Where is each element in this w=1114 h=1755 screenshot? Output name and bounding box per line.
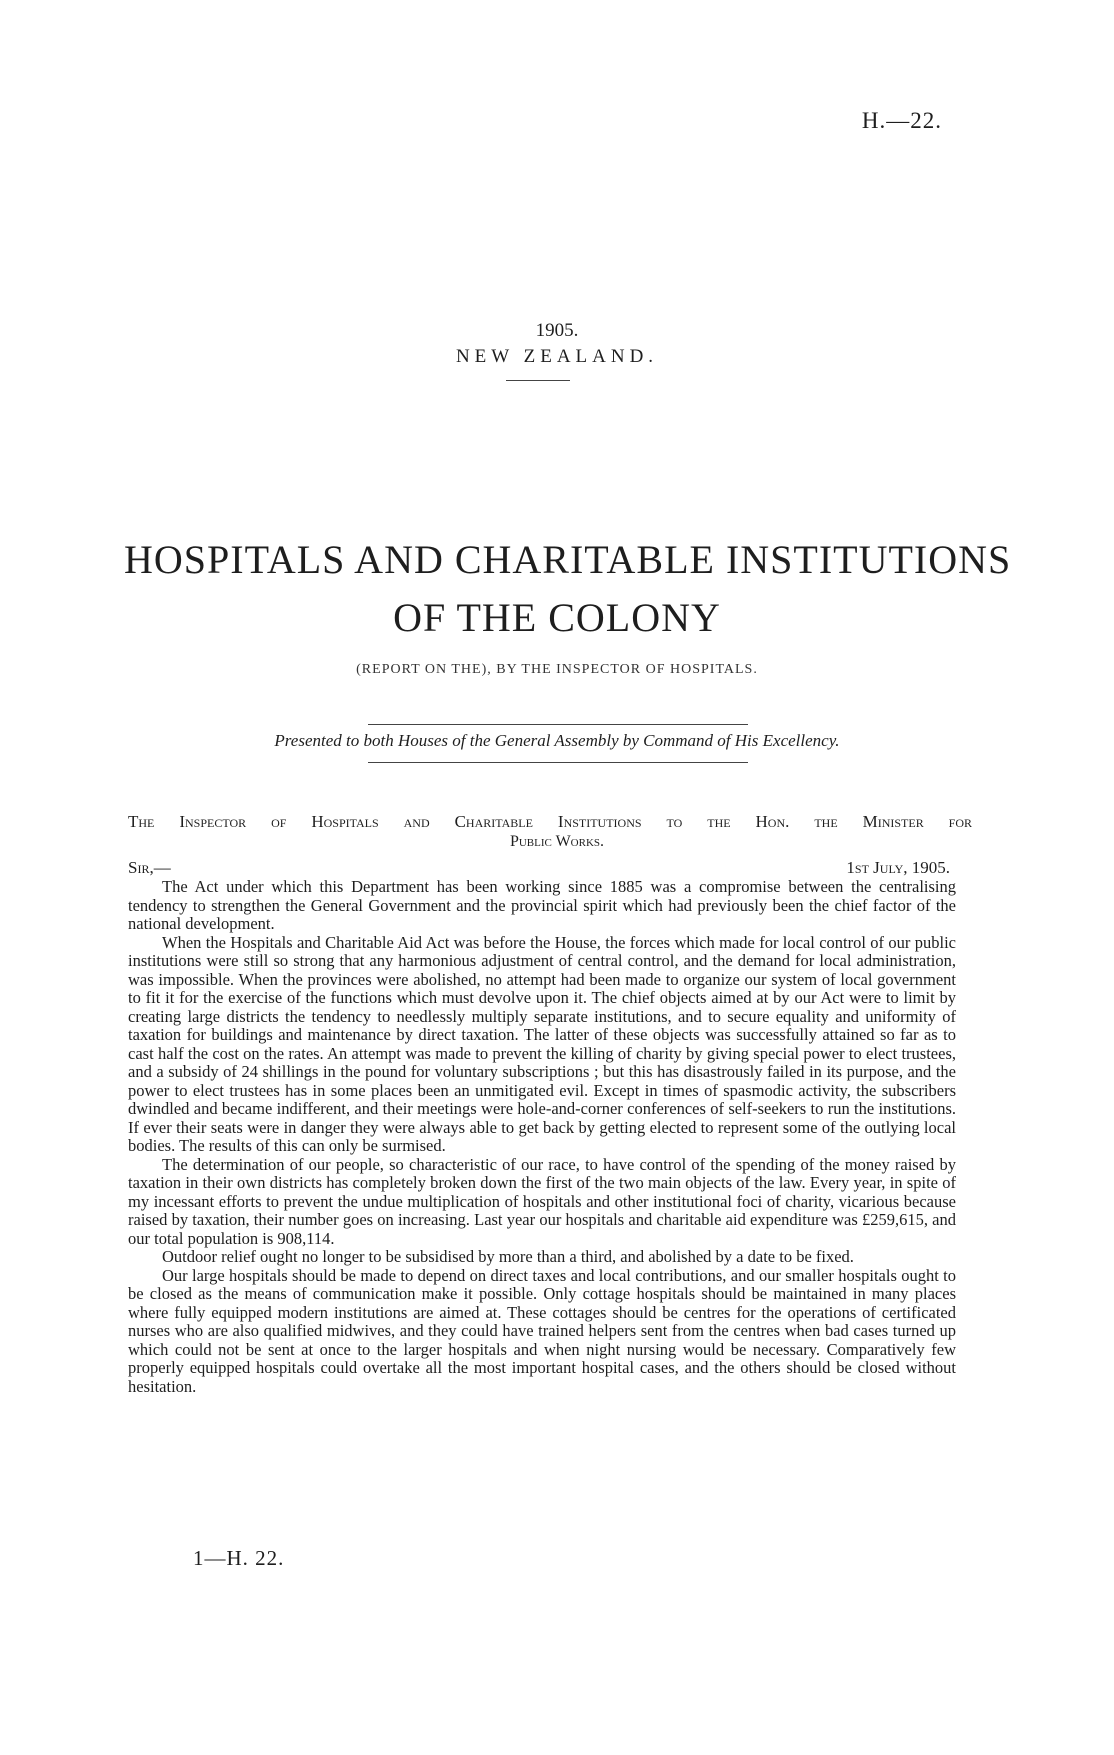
- paragraph: Our large hospitals should be made to depend on direct taxes and local contributions, and our smaller hospitals ought to be closed as the means of communication make it possible. Only cottage hospitals should be maintained in many places where fully equipped modern institutions are aimed at. These cottages should be centres for the operations of certificated nurses who are also qualified midwives, and they could have trained helpers sent from the centres when bad cases turned up which could not be sent at once to the larger hospitals and when night nursing would be necessary. Comparatively few properly equipped hospitals could overtake all the most important hospital cases, and the others should be closed without hesitation.: [128, 1265, 956, 1396]
- document-country: NEW ZEALAND.: [455, 346, 659, 367]
- divider-bottom: [368, 762, 748, 763]
- salutation: Sir,—: [128, 858, 171, 877]
- title-line-2: OF THE COLONY: [393, 595, 721, 640]
- report-subtitle: (REPORT ON THE), BY THE INSPECTOR OF HOSPITALS.: [356, 662, 758, 677]
- document-year: 1905.: [535, 320, 579, 341]
- short-divider: [506, 380, 570, 381]
- presented-line: Presented to both Houses of the General Assembly by Command of His Excellency.: [274, 731, 840, 750]
- address-line-1: The Inspector of Hospitals and Charitable Institutions to the Hon. the Minister for: [128, 812, 972, 831]
- paragraph: Outdoor relief ought no longer to be subsidised by more than a third, and abolished by a date to be fixed.: [162, 1247, 854, 1266]
- paragraph: The Act under which this Department has been working since 1885 was a compromise between the centralising tendency to strengthen the General Government and the provincial spirit which had previously been the chief factor of the national development.: [128, 877, 956, 933]
- paragraph: The determination of our people, so characteristic of our race, to have control of the spending of the money raised by taxation in their own districts has completely broken down the first of the two main objects of the law. Every year, in spite of my incessant efforts to prevent the undue multiplication of hospitals and other institutional foci of charity, vicarious because raised by taxation, their number goes on increasing. Last year our hospitals and charitable aid expenditure was £259,615, and our total population is 908,114.: [128, 1154, 956, 1248]
- document-reference: H.—22.: [861, 108, 942, 133]
- letter-body: [128, 878, 956, 1396]
- title-line-1: HOSPITALS AND CHARITABLE INSTITUTIONS: [124, 537, 1012, 582]
- paragraph: When the Hospitals and Charitable Aid Act was before the House, the forces which made for local control of our public institutions were still so strong that any harmonious adjustment of central control, and the demand for local administration, was impossible. When the provinces were abolished, no attempt had been made to organize our system of local government to fit it for the exercise of the functions which must devolve upon it. The chief objects aimed at by our Act were to limit by creating large districts the tendency to needlessly multiply separate institutions, and to secure equality and uniformity of taxation for buildings and maintenance by direct taxation. The latter of these objects was successfully attained so far as to cast half the cost on the rates. An attempt was made to prevent the killing of charity by giving special power to elect trustees, and a subsidy of 24 shillings in the pound for voluntary subscriptions ; but this has disastrously failed in its purpose, and the power to elect trustees has in some places been an unmitigated evil. Except in times of spasmodic activity, the subscribers dwindled and became indifferent, and their meetings were hole-and-corner conferences of self-seekers to run the institutions. If ever their seats were in danger they were always able to get back by getting elected to represent some of the outlying local bodies. The results of this can only be surmised.: [128, 932, 956, 1155]
- letter-date: 1st July, 1905.: [846, 858, 950, 877]
- address-line-2: Public Works.: [509, 833, 605, 850]
- divider-top: [368, 724, 748, 725]
- page-signature: 1—H. 22.: [193, 1546, 285, 1570]
